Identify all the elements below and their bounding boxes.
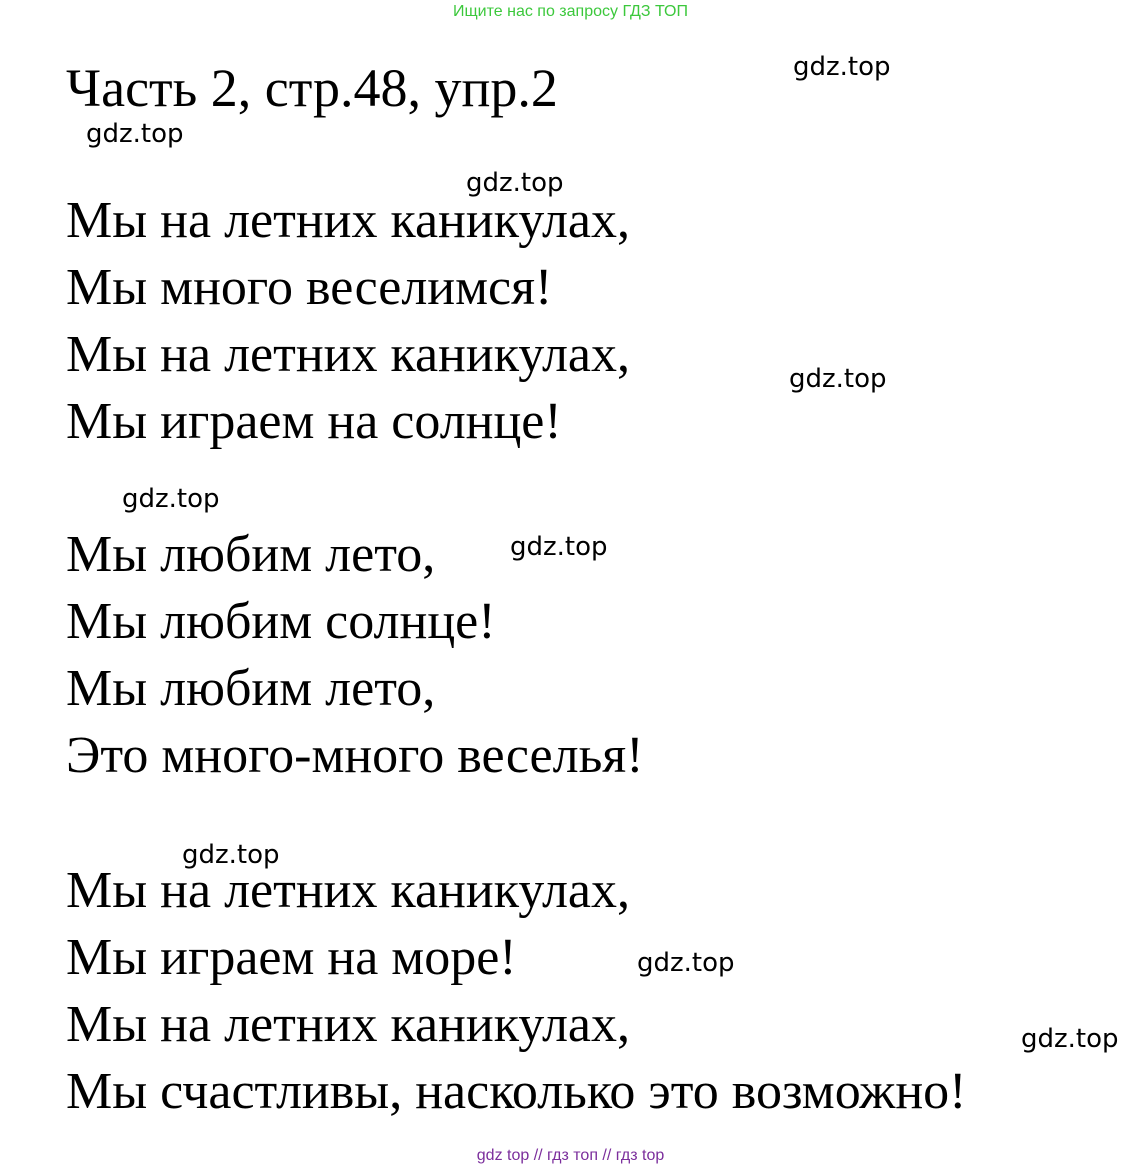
- watermark: gdz.top: [789, 364, 887, 394]
- poem-line: Мы счастливы, насколько это возможно!: [66, 1063, 967, 1120]
- watermark: gdz.top: [122, 484, 220, 514]
- watermark: gdz.top: [510, 532, 608, 562]
- poem-line: Мы любим лето,: [66, 526, 436, 583]
- poem-line: Мы любим лето,: [66, 660, 436, 717]
- poem-line: Мы на летних каникулах,: [66, 996, 630, 1053]
- watermark: gdz.top: [793, 52, 891, 82]
- poem-line: Мы играем на солнце!: [66, 393, 562, 450]
- watermark: gdz.top: [466, 168, 564, 198]
- top-banner[interactable]: Ищите нас по запросу ГДЗ ТОП: [453, 3, 688, 20]
- poem-line: Мы много веселимся!: [66, 259, 553, 316]
- page-title: Часть 2, стр.48, упр.2: [66, 58, 558, 118]
- poem-line: Мы на летних каникулах,: [66, 862, 630, 919]
- watermark: gdz.top: [637, 948, 735, 978]
- poem-line: Мы на летних каникулах,: [66, 326, 630, 383]
- watermark: gdz.top: [182, 840, 280, 870]
- footer-links[interactable]: gdz top // гдз топ // гдз top: [476, 1147, 665, 1164]
- poem-line: Это много-много веселья!: [66, 727, 644, 784]
- poem-line: Мы любим солнце!: [66, 593, 496, 650]
- poem-line: Мы играем на море!: [66, 929, 517, 986]
- watermark: gdz.top: [86, 119, 184, 149]
- poem-line: Мы на летних каникулах,: [66, 192, 630, 249]
- watermark: gdz.top: [1021, 1024, 1119, 1054]
